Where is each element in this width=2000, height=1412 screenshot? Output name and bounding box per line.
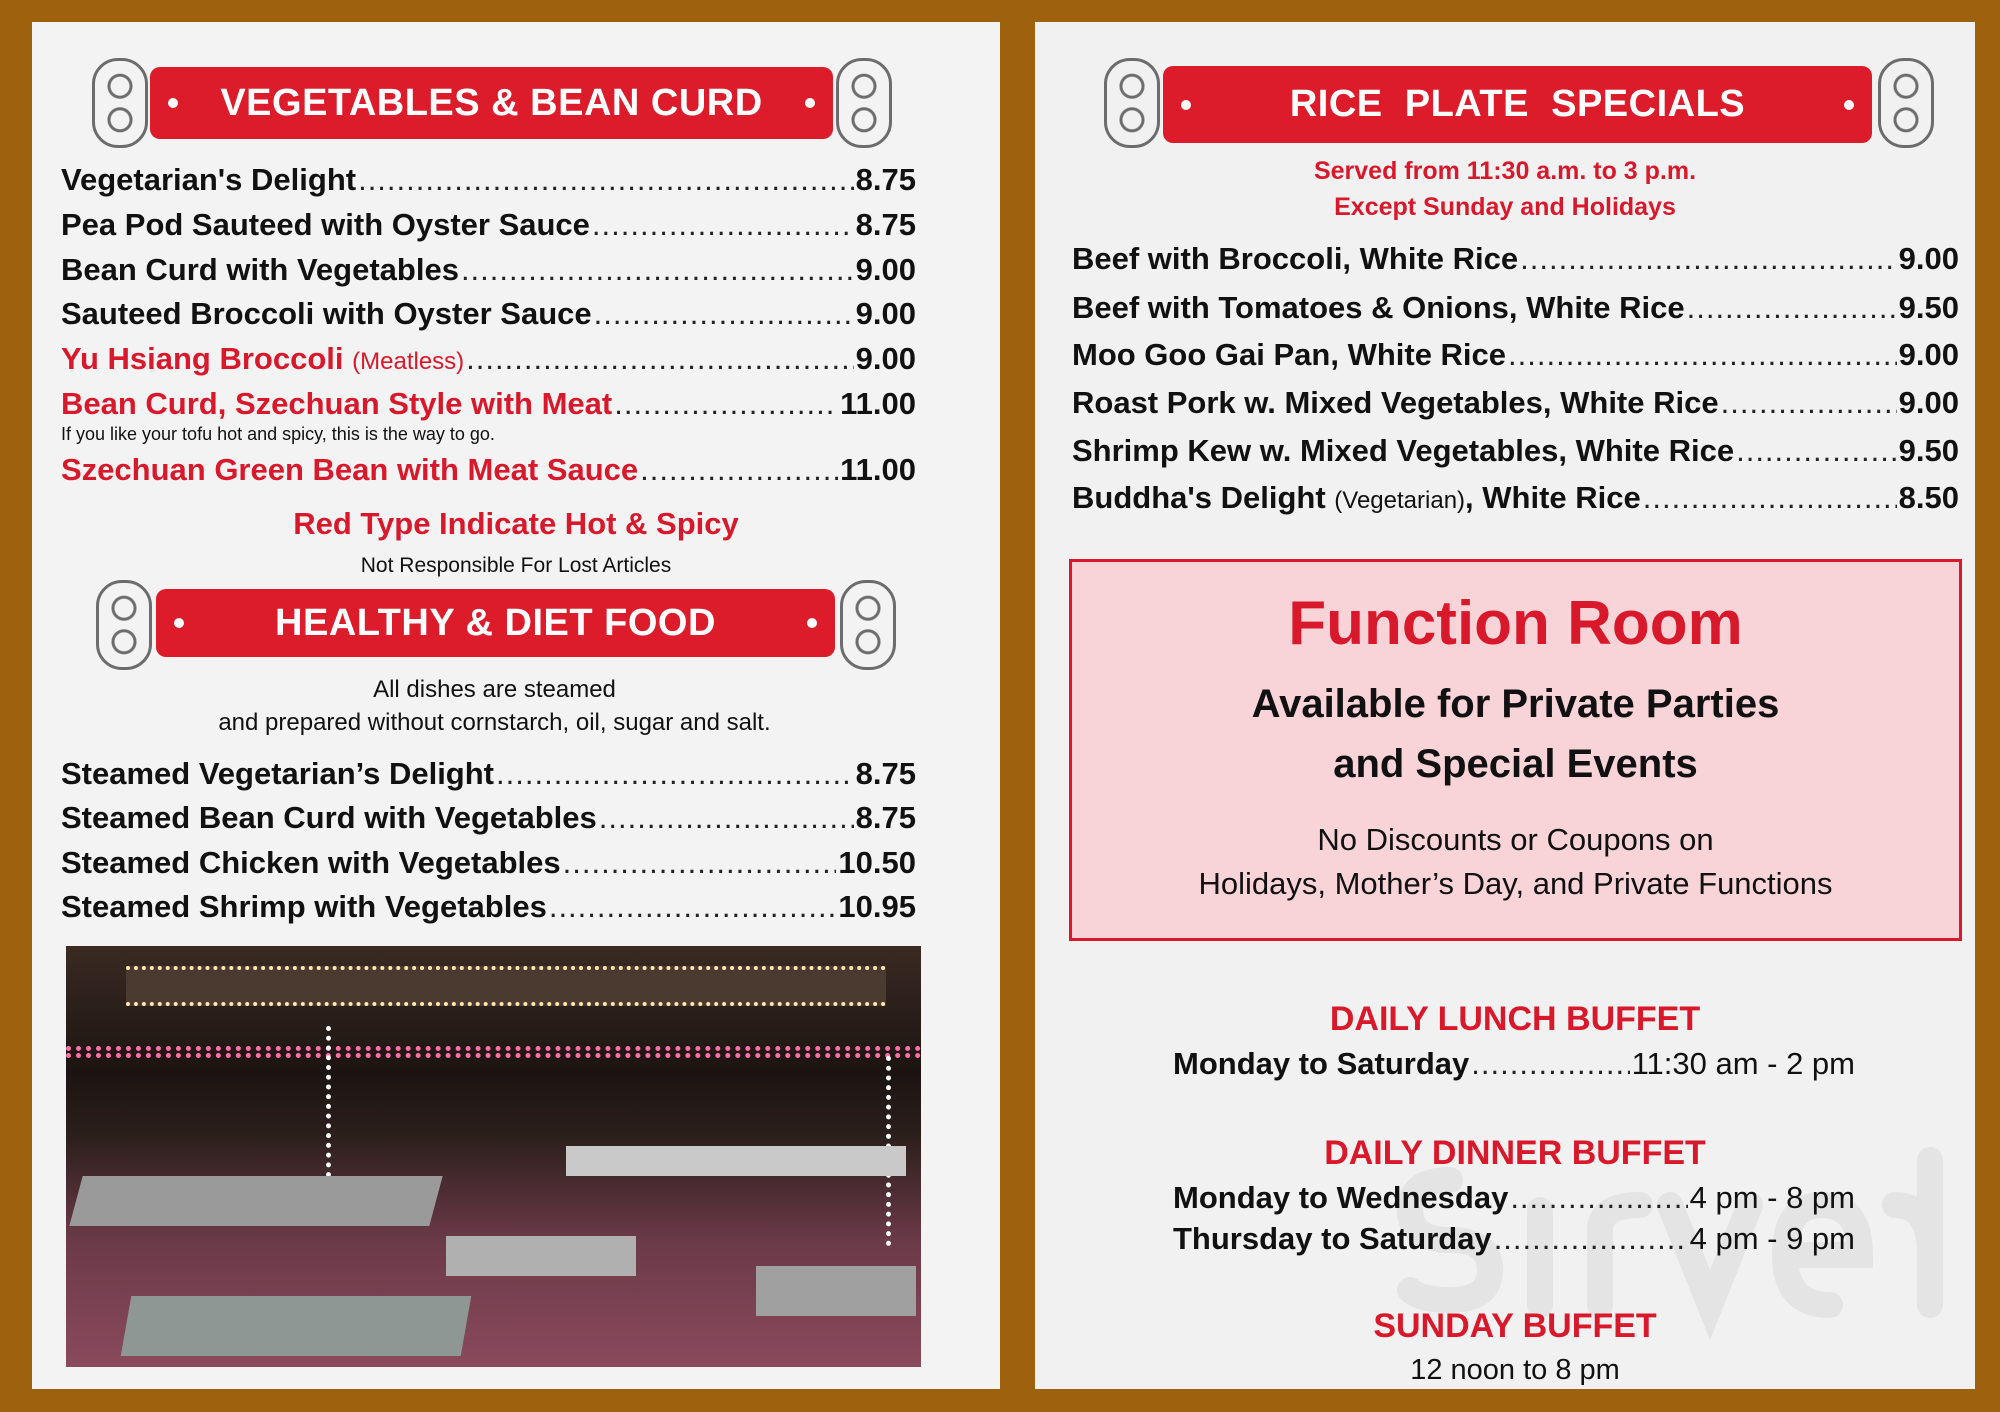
section-title: RICE PLATE SPECIALS (1289, 83, 1746, 125)
item-price: 9.50 (1898, 290, 1959, 325)
menu-item (1072, 385, 1959, 421)
table (756, 1266, 916, 1316)
item-name: Steamed Bean Curd with Vegetables (61, 800, 597, 835)
menu-item (1072, 337, 1959, 373)
dot-leader (358, 162, 854, 198)
ornament-icon (96, 580, 152, 670)
menu-item (61, 207, 916, 243)
item-name-suffix: , White Rice (1465, 480, 1641, 515)
item-note: (Meatless) (352, 348, 465, 375)
buffet-hours: 4 pm - 9 pm (1689, 1221, 1855, 1256)
item-note: (Vegetarian) (1334, 487, 1466, 514)
dot-leader (549, 889, 837, 925)
item-price: 8.50 (1898, 480, 1959, 515)
dot-leader (466, 341, 853, 377)
dot-leader (1471, 1046, 1629, 1082)
item-price: 8.75 (855, 207, 916, 242)
menu-item (1072, 290, 1959, 326)
item-price: 8.75 (855, 800, 916, 835)
table (566, 1146, 906, 1176)
section-banner-rice (1163, 66, 1872, 143)
item-price: 8.75 (855, 756, 916, 791)
sunday-buffet-title: SUNDAY BUFFET (1373, 1307, 1657, 1345)
bullet-icon (807, 618, 817, 628)
menu-item-spicy (61, 386, 916, 422)
item-name: Shrimp Kew w. Mixed Vegetables, White Rice (1072, 433, 1735, 468)
item-name: Pea Pod Sauteed with Oyster Sauce (61, 207, 590, 242)
spicy-legend: Red Type Indicate Hot & Spicy (293, 506, 739, 541)
item-price: 9.00 (1898, 337, 1959, 372)
item-price: 10.50 (838, 845, 916, 880)
buffet-hours-row (1173, 1180, 1855, 1216)
rice-exception: Except Sunday and Holidays (1334, 193, 1676, 221)
dot-leader (1721, 385, 1897, 421)
rice-served-hours: Served from 11:30 a.m. to 3 p.m. (1313, 157, 1697, 185)
ornament-icon (1878, 58, 1934, 148)
menu-item (61, 845, 916, 881)
section-banner-vegetables (150, 67, 833, 139)
function-room-line-1: Available for Private Parties (1251, 682, 1780, 726)
bullet-icon (1844, 100, 1854, 110)
dot-leader (1736, 433, 1897, 469)
item-name: Beef with Tomatoes & Onions, White Rice (1072, 290, 1685, 325)
menu-item (61, 252, 916, 288)
table (121, 1296, 472, 1356)
dot-leader (640, 452, 838, 488)
dot-leader (1687, 290, 1897, 326)
function-room-line-2: and Special Events (1333, 742, 1698, 786)
table (446, 1236, 636, 1276)
item-name: Szechuan Green Bean with Meat Sauce (61, 452, 639, 487)
menu-item (1072, 433, 1959, 469)
bullet-icon (1181, 100, 1191, 110)
item-name: Sauteed Broccoli with Oyster Sauce (61, 296, 592, 331)
menu-item (1072, 241, 1959, 277)
menu-item-spicy (61, 341, 916, 377)
menu-item (61, 756, 916, 792)
bullet-icon (174, 618, 184, 628)
item-price: 11.00 (840, 386, 916, 421)
function-room-note-2: Holidays, Mother’s Day, and Private Functions (1198, 866, 1833, 901)
item-name: Buddha's Delight (1072, 480, 1326, 515)
item-price: 8.75 (855, 162, 916, 197)
buffet-days: Monday to Saturday (1173, 1046, 1470, 1081)
dot-leader (461, 252, 854, 288)
item-name: Vegetarian's Delight (61, 162, 357, 197)
item-name: Bean Curd, Szechuan Style with Meat (61, 386, 613, 421)
table (69, 1176, 442, 1226)
bullet-icon (805, 98, 815, 108)
ceiling-lights (126, 966, 886, 1006)
function-room-note-1: No Discounts or Coupons on (1317, 822, 1714, 857)
bottom-border (0, 1389, 2000, 1412)
item-price: 11.00 (840, 452, 916, 487)
dot-leader (592, 207, 854, 243)
item-name: Roast Pork w. Mixed Vegetables, White Rice (1072, 385, 1719, 420)
disclaimer: Not Responsible For Lost Articles (360, 554, 672, 577)
menu-item (61, 800, 916, 836)
item-name: Steamed Vegetarian’s Delight (61, 756, 495, 791)
dot-leader (614, 386, 838, 422)
dinner-buffet-title: DAILY DINNER BUFFET (1324, 1134, 1706, 1172)
dot-leader (599, 800, 854, 836)
item-price: 10.95 (838, 889, 916, 924)
item-price: 9.00 (1898, 385, 1959, 420)
menu-item (1072, 480, 1959, 516)
buffet-hours-row (1173, 1221, 1855, 1257)
buffet-hours: 11:30 am - 2 pm (1631, 1046, 1855, 1081)
dot-leader (496, 756, 854, 792)
menu-item (61, 296, 916, 332)
item-name: Bean Curd with Vegetables (61, 252, 459, 287)
function-room-title: Function Room (1288, 589, 1743, 658)
dot-leader (1510, 1180, 1687, 1216)
buffet-days: Monday to Wednesday (1173, 1180, 1509, 1215)
restaurant-photo (66, 946, 921, 1367)
section-banner-healthy (156, 589, 835, 657)
healthy-intro-1: All dishes are steamed (373, 676, 616, 703)
ornament-icon (840, 580, 896, 670)
bullet-icon (168, 98, 178, 108)
ornament-icon (92, 58, 148, 148)
menu-item (61, 162, 916, 198)
buffet-hours: 4 pm - 8 pm (1689, 1180, 1855, 1215)
item-name: Yu Hsiang Broccoli (61, 341, 344, 376)
lunch-buffet-title: DAILY LUNCH BUFFET (1329, 1000, 1701, 1038)
dot-leader (1643, 480, 1897, 516)
sunday-buffet-hours: 12 noon to 8 pm (1410, 1354, 1620, 1386)
section-title: HEALTHY & DIET FOOD (275, 601, 716, 644)
item-name: Beef with Broccoli, White Rice (1072, 241, 1519, 276)
item-description: If you like your tofu hot and spicy, this is the way to go. (61, 424, 495, 444)
dot-leader (563, 845, 837, 881)
dot-leader (594, 296, 854, 332)
watermark-stroke (1895, 1160, 1930, 1305)
neon-lights (66, 1046, 921, 1058)
item-name: Moo Goo Gai Pan, White Rice (1072, 337, 1507, 372)
item-price: 9.00 (1898, 241, 1959, 276)
item-name: Steamed Shrimp with Vegetables (61, 889, 547, 924)
dot-leader (1494, 1221, 1688, 1257)
buffet-days: Thursday to Saturday (1173, 1221, 1492, 1256)
dot-leader (1520, 241, 1897, 277)
menu-item (61, 889, 916, 925)
section-title: VEGETABLES & BEAN CURD (220, 81, 763, 124)
item-price: 9.00 (855, 341, 916, 376)
item-price: 9.50 (1898, 433, 1959, 468)
dot-leader (1508, 337, 1897, 373)
menu-item-spicy (61, 452, 916, 488)
item-name: Steamed Chicken with Vegetables (61, 845, 561, 880)
ornament-icon (836, 58, 892, 148)
healthy-intro-2: and prepared without cornstarch, oil, sugar and salt. (218, 709, 771, 736)
item-price: 9.00 (855, 252, 916, 287)
ornament-icon (1104, 58, 1160, 148)
item-price: 9.00 (855, 296, 916, 331)
buffet-hours-row (1173, 1046, 1855, 1082)
